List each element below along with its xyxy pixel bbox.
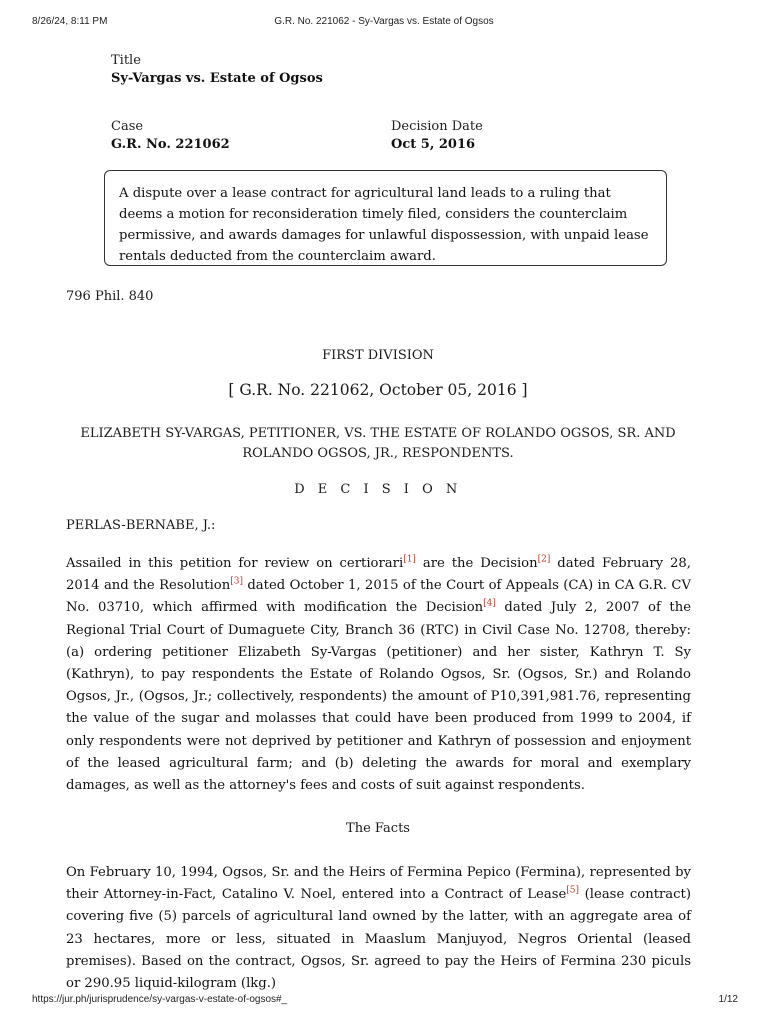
decision-heading: D E C I S I O N	[294, 482, 462, 497]
title-label: Title	[111, 53, 141, 68]
decision-date-label: Decision Date	[391, 119, 483, 134]
paragraph-text: dated February 28, 2014 and the Resolution	[66, 556, 691, 594]
page-number: 1/12	[718, 994, 738, 1005]
paragraph-text: On February 10, 1994, Ogsos, Sr. and the Heirs of Fermina Pepico (Fermina), represented by their Attorney-in-Fact, Catalino V. Noel, entered into a Contract of Lease	[66, 865, 691, 903]
paragraph-text: Assailed in this petition for review on certiorari	[66, 556, 404, 571]
print-datetime: 8/26/24, 8:11 PM	[32, 16, 108, 27]
gr-number-heading: [ G.R. No. 221062, October 05, 2016 ]	[228, 381, 528, 399]
print-page-title: G.R. No. 221062 - Sy-Vargas vs. Estate of Ogsos	[274, 16, 494, 27]
case-number: G.R. No. 221062	[111, 137, 230, 152]
case-label: Case	[111, 119, 144, 134]
paragraph-text: dated October 1, 2015 of the Court of Appeals (CA) in CA G.R. CV No. 03710, which affirmed with modification the Decision	[66, 578, 691, 616]
phil-citation: 796 Phil. 840	[66, 289, 154, 304]
paragraph-text: dated July 2, 2007 of the Regional Trial Court of Dumaguete City, Branch 36 (RTC) in Civil Case No. 12708, thereby: (a) ordering petitioner Elizabeth Sy-Vargas (petitioner) and her sister, Kathryn T. Sy (Kathryn), to pay respondents the Estate of Rolando Ogsos, Sr. (Ogsos, Sr.) and Rolando Ogsos, Jr., (Ogsos, Jr.; collectively, respondents) the amount of P10,391,981.76, representing the value of the sugar and molasses that could have been produced from 1999 to 2004, if only respondents were not deprived by petitioner and Kathryn of possession and enjoyment of the leased agricultural farm; and (b) deleting the awards for moral and exemplary damages, as well as the attorney's fees and costs of suit against respondents.	[66, 600, 691, 794]
page-url: https://jur.ph/jurisprudence/sy-vargas-v-estate-of-ogsos#_	[32, 994, 288, 1005]
facts-heading: The Facts	[346, 821, 410, 836]
footnote-link-4[interactable]: [4]	[483, 599, 496, 610]
paragraph-text: (lease contract) covering five (5) parcels of agricultural land owned by the latter, with an aggregate area of 23 hectares, more or less, situated in Maaslum Manjuyod, Negros Oriental (leased premises). Based on the contract, Ogsos, Sr. agreed to pay the Heirs of Fermina 230 piculs or 290.95 liquid-kilogram (lkg.)	[66, 887, 691, 992]
ponente: PERLAS-BERNABE, J.:	[66, 518, 216, 533]
footnote-link-3[interactable]: [3]	[230, 576, 243, 587]
paragraph-2	[66, 862, 691, 995]
footnote-link-5[interactable]: [5]	[566, 885, 580, 896]
footnote-link-1[interactable]: [1]	[403, 554, 416, 565]
footnote-link-2[interactable]: [2]	[537, 554, 551, 565]
decision-date: Oct 5, 2016	[391, 137, 476, 152]
paragraph-text: are the Decision	[415, 556, 538, 571]
paragraph-1	[66, 553, 691, 797]
parties-heading: ELIZABETH SY-VARGAS, PETITIONER, VS. THE ESTATE OF ROLANDO OGSOS, SR. AND ROLANDO OGSOS, JR., RESPONDENTS.	[80, 426, 676, 461]
division-heading: FIRST DIVISION	[322, 348, 434, 363]
case-summary-box: A dispute over a lease contract for agricultural land leads to a ruling that deems a motion for reconsideration timely filed, considers the counterclaim permissive, and awards damages for unlawful dispossession, with unpaid lease rentals deducted from the counterclaim award.	[104, 170, 667, 266]
case-title: Sy-Vargas vs. Estate of Ogsos	[111, 71, 323, 86]
